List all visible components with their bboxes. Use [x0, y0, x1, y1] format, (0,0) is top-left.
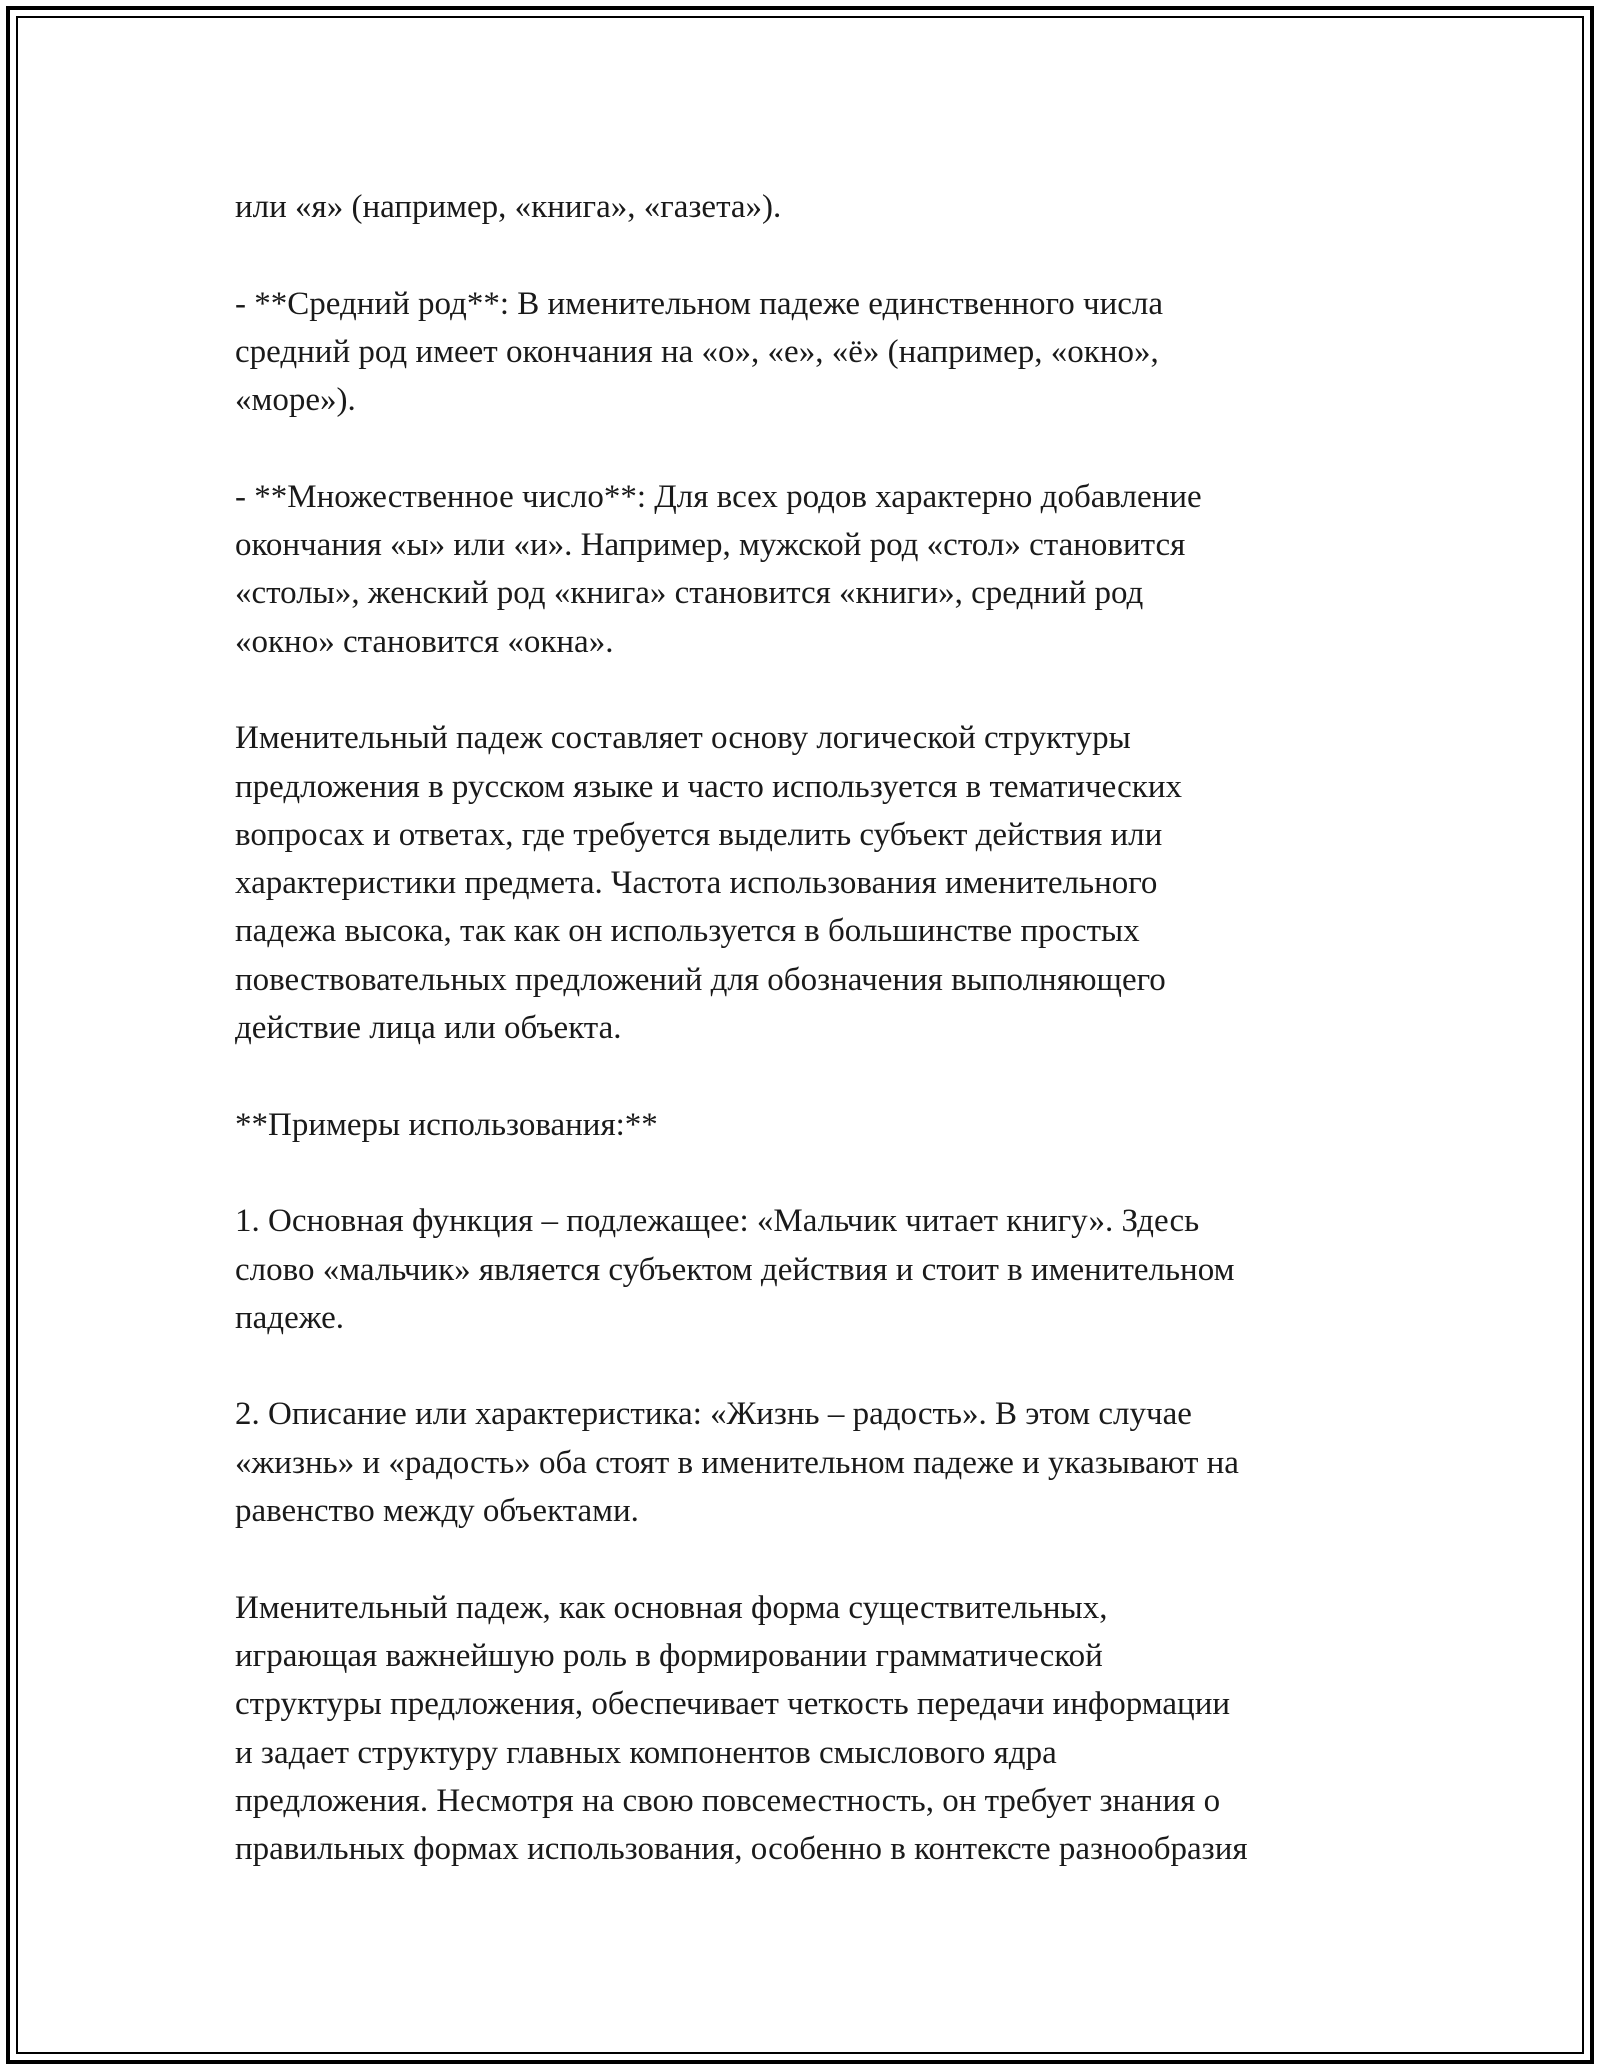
- document-body: [235, 183, 1410, 1873]
- text-line: или «я» (например, «книга», «газета»).: [235, 189, 782, 225]
- text-line: и задает структуру главных компонентов смыслового ядра: [235, 1734, 1057, 1771]
- text-line: характеристики предмета. Частота использования именительного: [235, 865, 1158, 902]
- paragraph-nominative-role: [235, 714, 1410, 1052]
- examples-heading: [235, 1101, 1410, 1149]
- text-line: 2. Описание или характеристика: «Жизнь – радость». В этом случае: [235, 1396, 1192, 1433]
- text-line: «столы», женский род «книга» становится «книги», средний род: [235, 575, 1144, 612]
- text-line: правильных формах использования, особенно в контексте разнообразия: [235, 1831, 1248, 1868]
- text-line: - **Средний род**: В именительном падеже единственного числа: [235, 285, 1163, 322]
- paragraph-conclusion: [235, 1584, 1410, 1874]
- paragraph-feminine-gender-end: [235, 183, 1410, 231]
- text-line: окончания «ы» или «и». Например, мужской род «стол» становится: [235, 527, 1186, 564]
- text-line: предложения. Несмотря на свою повсеместность, он требует знания о: [235, 1782, 1221, 1819]
- text-line: «жизнь» и «радость» оба стоят в именительном падеже и указывают на: [235, 1444, 1239, 1481]
- paragraph-plural: [235, 473, 1410, 666]
- text-line: Именительный падеж, как основная форма существительных,: [235, 1589, 1108, 1626]
- example-item-1: [235, 1197, 1410, 1342]
- text-line: **Примеры использования:**: [235, 1106, 658, 1143]
- text-line: предложения в русском языке и часто используется в тематических: [235, 768, 1182, 805]
- text-line: играющая важнейшую роль в формировании грамматической: [235, 1637, 1103, 1674]
- text-line: средний род имеет окончания на «о», «е», «ё» (например, «окно»,: [235, 333, 1159, 370]
- example-item-2: [235, 1390, 1410, 1535]
- text-line: равенство между объектами.: [235, 1493, 639, 1530]
- text-line: вопросах и ответах, где требуется выделить субъект действия или: [235, 816, 1163, 853]
- text-line: «море»).: [235, 382, 356, 419]
- text-line: действие лица или объекта.: [235, 1010, 622, 1047]
- text-line: - **Множественное число**: Для всех родов характерно добавление: [235, 478, 1202, 515]
- text-line: структуры предложения, обеспечивает четкость передачи информации: [235, 1686, 1231, 1723]
- text-line: «окно» становится «окна».: [235, 623, 614, 660]
- text-line: 1. Основная функция – подлежащее: «Мальчик читает книгу». Здесь: [235, 1203, 1200, 1240]
- paragraph-neuter-gender: [235, 280, 1410, 425]
- text-line: падежа высока, так как он используется в большинстве простых: [235, 913, 1140, 950]
- text-line: падеже.: [235, 1299, 345, 1336]
- text-line: слово «мальчик» является субъектом действия и стоит в именительном: [235, 1251, 1235, 1288]
- text-line: Именительный падеж составляет основу логической структуры: [235, 720, 1131, 757]
- text-line: повествовательных предложений для обозначения выполняющего: [235, 961, 1166, 998]
